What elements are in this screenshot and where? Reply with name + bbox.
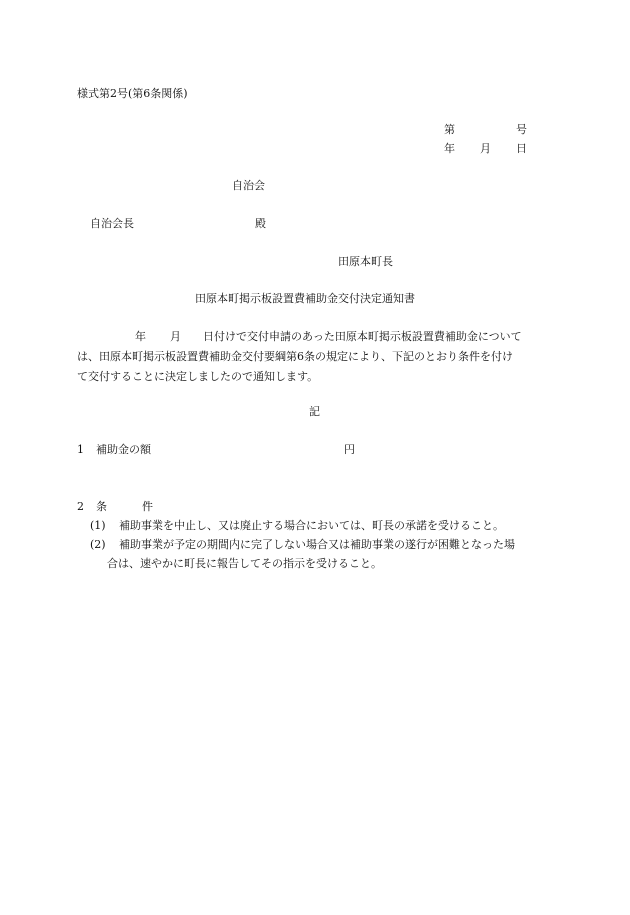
body-paragraph <box>77 327 553 387</box>
item1-number: 1 <box>77 443 84 456</box>
date-day: 日 <box>516 142 527 155</box>
body-month: 月 <box>170 330 181 343</box>
date-year: 年 <box>444 142 455 155</box>
recipient-honorific: 殿 <box>255 217 266 230</box>
condition-1-text: 補助事業を中止し、又は廃止する場合においては、町長の承諾を受けること。 <box>119 519 504 532</box>
body-year: 年 <box>135 330 146 343</box>
body-line-1 <box>77 327 553 347</box>
recipient-association: 自治会 <box>232 179 265 192</box>
item2-label-b: 件 <box>142 500 153 513</box>
item1-unit: 円 <box>344 443 355 456</box>
form-number-label: 様式第2号(第6条関係) <box>77 87 188 100</box>
ki-marker: 記 <box>309 405 320 418</box>
condition-2-number: (2) <box>90 538 106 551</box>
item2-number: 2 <box>77 500 84 513</box>
sender-title: 田原本町長 <box>338 255 393 268</box>
condition-2-text: 補助事業が予定の期間内に完了しない場合又は補助事業の遂行が困難となった場 <box>119 538 515 551</box>
item2-label-a: 条 <box>96 500 107 513</box>
recipient-chief: 自治会長 <box>90 217 134 230</box>
document-title: 田原本町掲示板設置費補助金交付決定通知書 <box>195 292 415 305</box>
doc-number-go: 号 <box>516 123 527 136</box>
doc-number-dai: 第 <box>444 123 455 136</box>
body-line-1-text: 日付けで交付申請のあった田原本町掲示板設置費補助金について <box>203 330 522 343</box>
item1-label: 補助金の額 <box>96 443 151 456</box>
body-line-2: は、田原本町掲示板設置費補助金交付要綱第6条の規定により、下記のとおり条件を付け <box>77 350 513 363</box>
condition-2-continuation: 合は、速やかに町長に報告してその指示を受けること。 <box>107 557 382 570</box>
date-month: 月 <box>480 142 491 155</box>
condition-1-number: (1) <box>90 519 106 532</box>
body-line-3: て交付することに決定しましたので通知します。 <box>77 370 319 383</box>
